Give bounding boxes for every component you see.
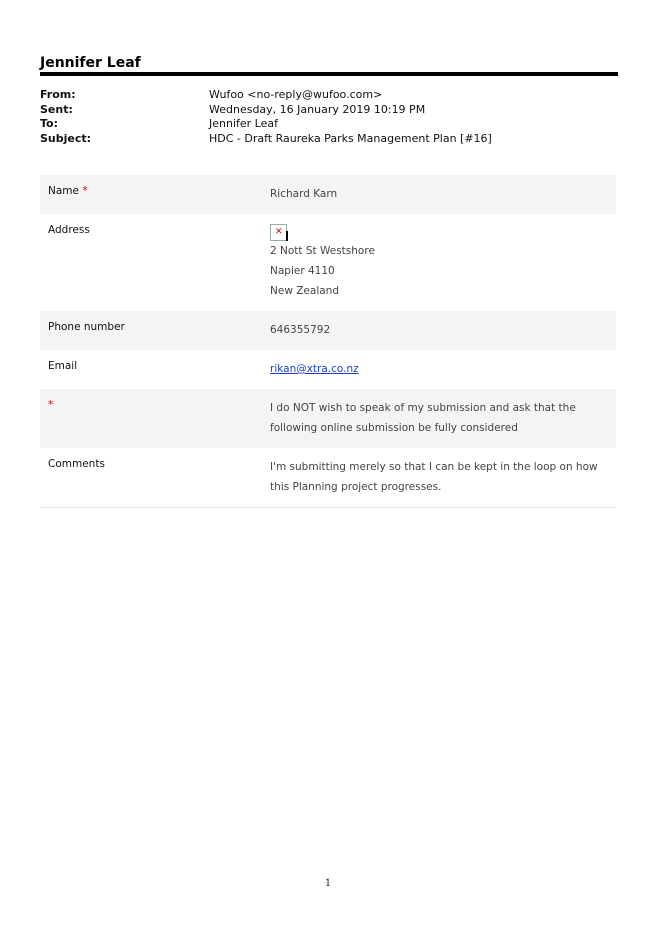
comments-value: I'm submitting merely so that I can be kept in the loop on how this Planning project progresses. <box>270 461 598 493</box>
email-label: Email <box>48 360 78 372</box>
speak-field-label <box>40 389 270 448</box>
meta-from-row <box>40 88 618 103</box>
form-row-phone <box>40 311 616 350</box>
form-row-speak <box>40 389 616 448</box>
page-number: 1 <box>324 878 332 889</box>
from-label: From: <box>40 88 76 101</box>
to-label: To: <box>40 117 58 130</box>
subject-value: HDC - Draft Raureka Parks Management Plan [#16] <box>209 131 492 145</box>
address-line-2: Napier 4110 <box>270 265 335 277</box>
phone-label: Phone number <box>48 321 125 333</box>
to-value: Jennifer Leaf <box>209 117 278 130</box>
name-label: Name <box>48 185 79 197</box>
address-label: Address <box>48 224 90 236</box>
from-value: Wufoo <no-reply@wufoo.com> <box>209 88 383 101</box>
address-line-3: New Zealand <box>270 285 339 297</box>
submission-form <box>40 175 616 508</box>
sent-label: Sent: <box>40 102 73 116</box>
header-rule <box>40 72 618 76</box>
required-marker: * <box>82 185 88 197</box>
sent-value: Wednesday, 16 January 2019 10:19 PM <box>209 102 426 116</box>
form-row-address <box>40 214 616 311</box>
meta-subject-row <box>40 132 618 147</box>
name-value: Richard Karn <box>270 188 338 200</box>
meta-to-row <box>40 117 618 132</box>
broken-image-icon: ✕ <box>270 224 287 241</box>
address-line-1: 2 Nott St Westshore <box>270 245 375 257</box>
email-link[interactable]: rikan@xtra.co.nz <box>270 363 359 375</box>
sender-name: Jennifer Leaf <box>40 55 141 71</box>
phone-value: 646355792 <box>270 324 331 336</box>
email-meta <box>40 88 618 146</box>
meta-sent-row <box>40 103 618 118</box>
form-row-email <box>40 350 616 389</box>
email-value-cell <box>270 350 616 389</box>
comments-label: Comments <box>48 458 105 470</box>
speak-value: I do NOT wish to speak of my submission and ask that the following online submission be fully considered <box>270 402 576 434</box>
required-marker: * <box>48 399 54 411</box>
subject-label: Subject: <box>40 131 92 145</box>
form-row-comments <box>40 448 616 507</box>
form-row-name <box>40 175 616 214</box>
name-field-label <box>40 175 270 214</box>
address-value <box>270 214 616 311</box>
